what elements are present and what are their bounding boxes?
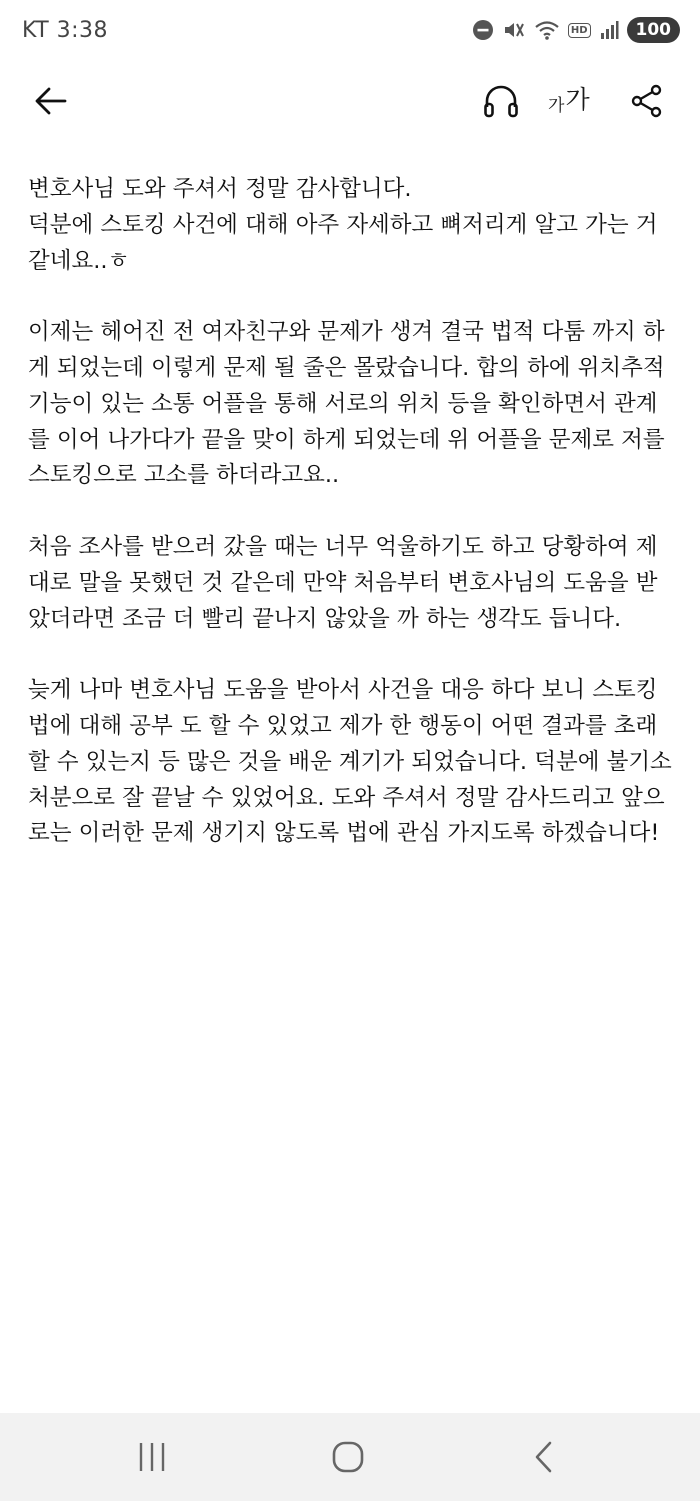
battery-icon: 100 bbox=[627, 17, 681, 43]
font-size-button[interactable] bbox=[548, 78, 590, 124]
share-button[interactable] bbox=[624, 78, 670, 124]
recent-apps-button[interactable] bbox=[122, 1435, 182, 1479]
recent-apps-icon bbox=[136, 1441, 168, 1473]
home-icon bbox=[331, 1440, 365, 1474]
font-size-small-label: 가 bbox=[548, 96, 565, 116]
back-button[interactable] bbox=[28, 78, 74, 124]
mute-icon bbox=[502, 19, 526, 41]
arrow-left-icon bbox=[34, 86, 68, 116]
listen-button[interactable] bbox=[478, 78, 524, 124]
system-back-button[interactable] bbox=[514, 1435, 574, 1479]
signal-icon bbox=[599, 20, 619, 40]
share-icon bbox=[630, 84, 664, 118]
back-icon bbox=[532, 1440, 556, 1474]
headphones-icon bbox=[482, 83, 520, 119]
article-paragraph: 늦게 나마 변호사님 도움을 받아서 사건을 대응 하다 보니 스토킹 법에 대해 공부 도 할 수 있었고 제가 한 행동이 어떤 결과를 초래 할 수 있는지 등 많은 것을 배운 계기가 되었습니다. 덕분에 불기소 처분으로 잘 끝날 수 있었어요. 도와 주셔서 정말 감사드리고 앞으로는 이러한 문제 생기지 않도록 법에 관심 가지도록 하겠습니다! bbox=[28, 677, 679, 847]
article-paragraph: 처음 조사를 받으러 갔을 때는 너무 억울하기도 하고 당황하여 제대로 말을 못했던 것 같은데 만약 처음부터 변호사님의 도움을 받았더라면 조금 더 빨리 끝나지 않았을 까 하는 생각도 듭니다. bbox=[28, 533, 658, 632]
dnd-icon bbox=[472, 19, 494, 41]
wifi-icon bbox=[534, 19, 560, 41]
status-icons bbox=[472, 17, 680, 43]
toolbar bbox=[0, 62, 700, 138]
system-nav-bar bbox=[0, 1413, 700, 1501]
hd-icon: HD bbox=[568, 23, 591, 38]
article-paragraph: 이제는 헤어진 전 여자친구와 문제가 생겨 결국 법적 다툼 까지 하게 되었는데 이렇게 문제 될 줄은 몰랐습니다. 합의 하에 위치추적기능이 있는 소통 어플을 통해 서로의 위치 등을 확인하면서 관계를 이어 나가다가 끝을 맞이 하게 되었는데 위 어플을 문제로 저를 스토킹으로 고소를 하더라고요.. bbox=[28, 319, 672, 489]
home-button[interactable] bbox=[318, 1435, 378, 1479]
status-bar bbox=[0, 0, 700, 60]
article-body bbox=[28, 172, 678, 888]
carrier-time: KT 3:38 bbox=[22, 17, 109, 43]
font-size-large-label: 가 bbox=[565, 85, 590, 114]
article-paragraph: 변호사님 도와 주셔서 정말 감사합니다. 덕분에 스토킹 사건에 대해 아주 자세하고 뼈저리게 알고 가는 거 같네요..ㅎ bbox=[28, 176, 658, 274]
